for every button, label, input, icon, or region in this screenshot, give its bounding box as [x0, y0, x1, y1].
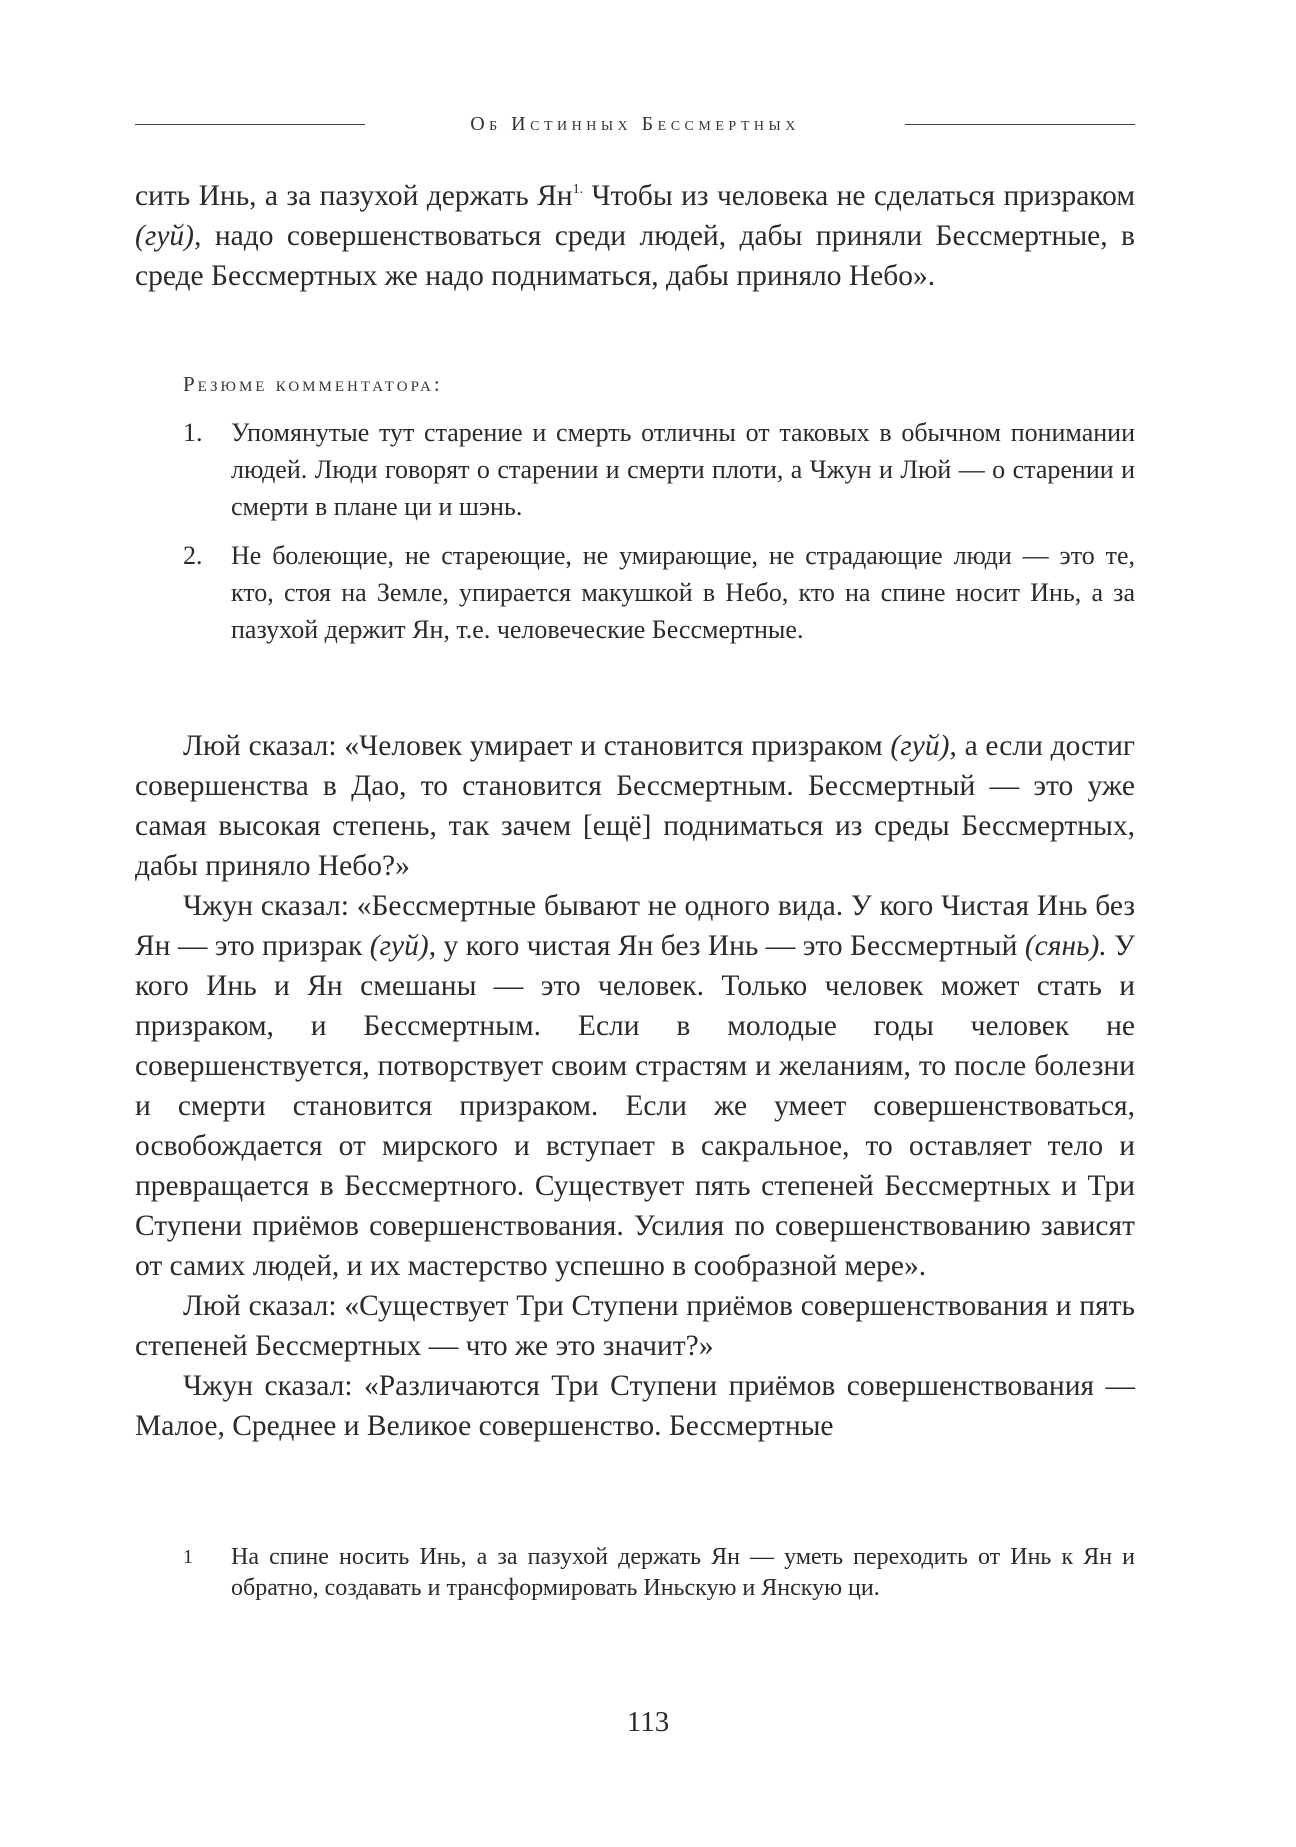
- term-gui: (гуй),: [890, 730, 957, 762]
- opening-text-end: надо совершенствоваться среди людей, дабы приняли Бессмертные, в среде Бессмертных же надо подниматься, дабы приняло Небо».: [135, 220, 1135, 292]
- footnote-number: 1: [183, 1546, 193, 1568]
- term-gui: (гуй),: [135, 220, 202, 252]
- running-header: [135, 104, 1135, 144]
- dialogue-paragraph: [135, 726, 1135, 886]
- dialogue-paragraph: Чжун сказал: «Различаются Три Ступени приёмов совершенствования — Малое, Среднее и Великое совершенство. Бессмертные: [135, 1370, 1135, 1442]
- list-item-text: Не болеющие, не стареющие, не умирающие, не страдающие люди — это те, кто, стоя на Земле, упирается макушкой в Небо, кто на спине носит Инь, а за пазухой держит Ян, т.е. человеческие Бессмертные.: [231, 541, 1135, 644]
- text-run: У кого Инь и Ян смешаны — это человек. Только человек может стать и призраком, и Бессмертным. Если в молодые годы человек не совершенствуется, потворствует своим страстям и желаниям, то после болезни и смерти становится призраком. Если же умеет совершенствоваться, освобождается от мирского и вступает в сакральное, то оставляет тело и превращается в Бессмертного. Существует пять степеней Бессмертных и Три Ступени приёмов совершенствования. Усилия по совершенствованию зависят от самих людей, и их мастерство успешно в сообразной мере».: [135, 930, 1136, 1282]
- footnote: [183, 1542, 1135, 1604]
- header-rule-left: [135, 124, 365, 125]
- header-rule-right: [905, 124, 1135, 125]
- text-run: Люй сказал: «Человек умирает и становится призраком: [183, 730, 891, 762]
- text-run: Чжун сказал: «Бессмертные бывают не одного вида. У кого Чистая Инь без Ян — это призрак: [135, 890, 1135, 962]
- footnote-reference[interactable]: 1.: [572, 182, 584, 197]
- opening-paragraph: [135, 176, 1135, 296]
- running-title: Об Истинных Бессмертных: [470, 112, 800, 135]
- list-item-number: 2.: [183, 541, 203, 570]
- opening-text-start: сить Инь, а за пазухой держать Ян: [135, 180, 573, 212]
- list-item-number: 1.: [183, 418, 203, 447]
- list-item: [183, 414, 1135, 525]
- text-run: у кого чистая Ян без Инь — это Бессмертный: [436, 930, 1025, 962]
- summary-list: [183, 414, 1135, 660]
- list-item-text: Упомянутые тут старение и смерть отличны от таковых в обычном понимании людей. Люди говорят о старении и смерти плоти, а Чжун и Люй — о старении и смерти в плане ци и шэнь.: [231, 418, 1135, 521]
- text-run: а если достиг совершенства в Дао, то становится Бессмертным. Бессмертный — это уже самая высокая степень, так зачем [ещё] подниматься из среды Бессмертных, дабы приняло Небо?»: [135, 730, 1135, 882]
- term-gui: (гуй),: [369, 930, 437, 962]
- dialogue-section: [135, 726, 1135, 1446]
- opening-text-middle: Чтобы из человека не сделаться призраком: [583, 180, 1136, 212]
- page-number: 113: [626, 1706, 670, 1738]
- dialogue-paragraph: Люй сказал: «Существует Три Ступени приёмов совершенствования и пять степеней Бессмертных — что же это значит?»: [135, 1290, 1135, 1362]
- summary-heading: Резюме комментатора:: [183, 372, 443, 396]
- dialogue-paragraph: [135, 886, 1135, 1286]
- list-item: [183, 537, 1135, 648]
- term-xian: (сянь).: [1024, 930, 1107, 962]
- footnote-text: На спине носить Инь, а за пазухой держать Ян — уметь переходить от Инь к Ян и обратно, создавать и трансформировать Иньскую и Янскую ци.: [231, 1544, 1135, 1601]
